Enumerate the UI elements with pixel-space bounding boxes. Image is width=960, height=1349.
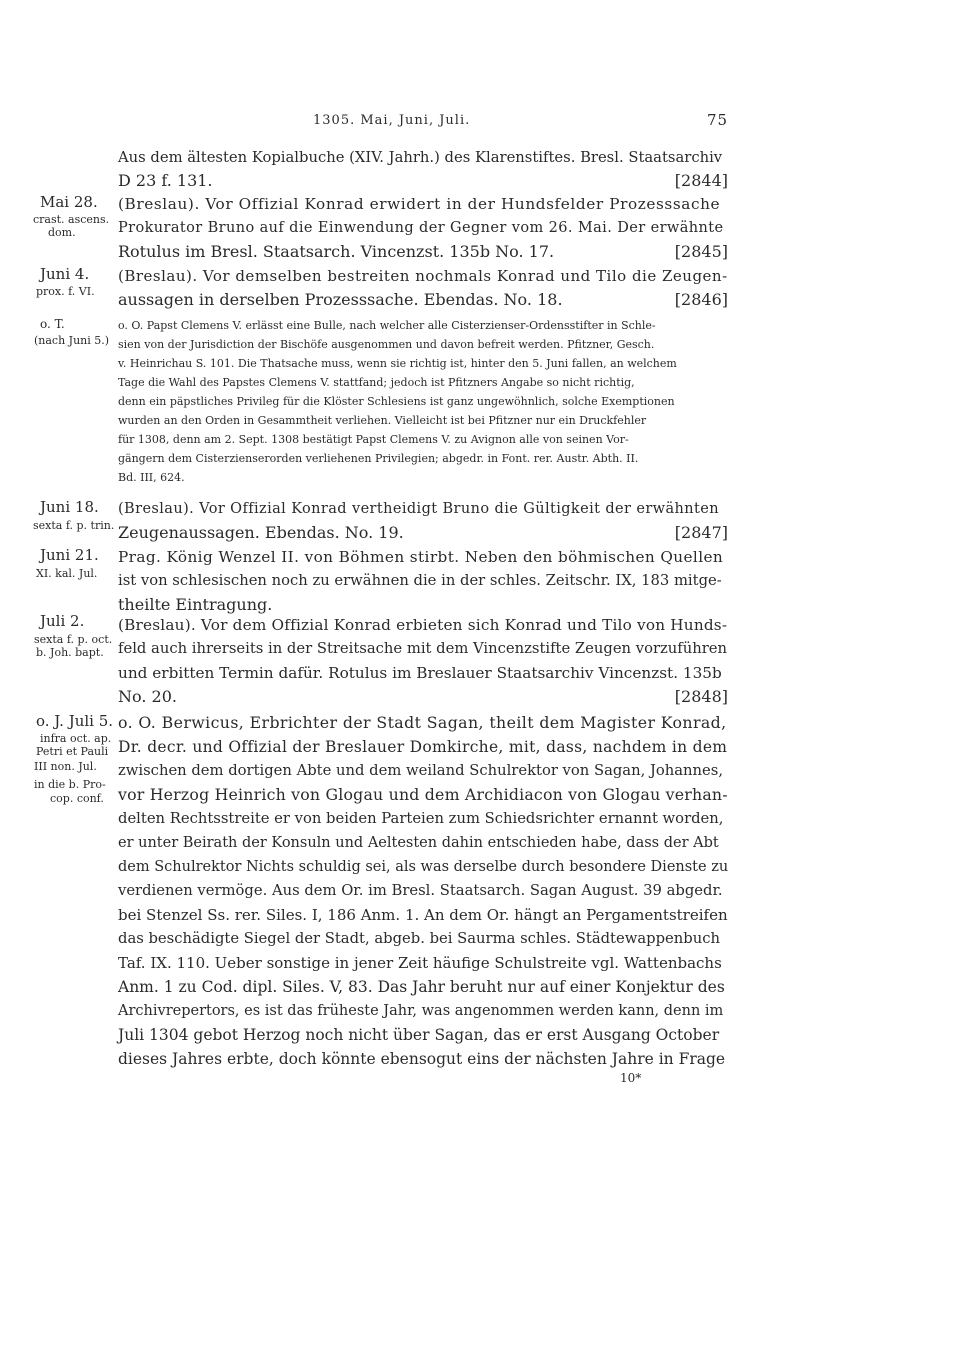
entry-number: [2846] (674, 290, 728, 309)
page-number: 75 (707, 111, 729, 129)
entry-number: [2845] (674, 242, 728, 261)
margin-date-note: b. Joh. bapt. (36, 646, 104, 659)
text-line: (Breslau). Vor demselben bestreiten nochmals Konrad und Tilo die Zeugen- (118, 267, 728, 285)
text-line: vor Herzog Heinrich von Glogau und dem Archidiacon von Glogau verhan- (118, 785, 728, 804)
margin-date-note: cop. conf. (50, 792, 104, 805)
note-line: Bd. III, 624. (118, 471, 185, 484)
note-line: gängern dem Cisterzienserorden verliehenen Privilegien; abgedr. in Font. rer. Austr. Abth. II. (118, 452, 639, 465)
note-line: v. Heinrichau S. 101. Die Thatsache muss, wenn sie richtig ist, hinter den 5. Juni fallen, an welchem (118, 357, 677, 370)
text-line: aussagen in derselben Prozesssache. Ebendas. No. 18. (118, 290, 563, 309)
margin-date-note: dom. (48, 226, 76, 239)
text-line: o. O. Berwicus, Erbrichter der Stadt Sagan, theilt dem Magister Konrad, (118, 713, 727, 732)
text-line: verdienen vermöge. Aus dem Or. im Bresl. Staatsarch. Sagan August. 39 abgedr. (118, 882, 723, 899)
text-line: feld auch ihrerseits in der Streitsache mit dem Vincenzstifte Zeugen vorzuführen (118, 640, 728, 657)
margin-date-note: III non. Jul. (34, 760, 97, 773)
text-line: Rotulus im Bresl. Staatsarch. Vincenzst. 135b No. 17. (118, 242, 555, 261)
text-line: theilte Eintragung. (118, 595, 273, 614)
running-title: 1305. Mai, Juni, Juli. (313, 113, 471, 128)
text-line: und erbitten Termin dafür. Rotulus im Breslauer Staatsarchiv Vincenzst. 135b (118, 664, 722, 682)
text-line: Taf. IX. 110. Ueber sonstige in jener Zeit häufige Schulstreite vgl. Wattenbachs (118, 954, 722, 972)
text-line: bei Stenzel Ss. rer. Siles. I, 186 Anm. 1. An dem Or. hängt an Pergamentstreifen (118, 906, 728, 924)
text-line: Prokurator Bruno auf die Einwendung der Gegner vom 26. Mai. Der erwähnte (118, 220, 724, 236)
margin-date: o. T. (40, 317, 65, 331)
margin-date-note: prox. f. VI. (36, 285, 95, 298)
margin-date-note: crast. ascens. (33, 213, 110, 226)
margin-date: Juli 2. (40, 612, 85, 630)
margin-date: Juni 18. (40, 498, 99, 516)
note-line: wurden an den Orden in Gesammtheit verliehen. Vielleicht ist bei Pfitzner nur ein Druckfehler (118, 414, 647, 427)
text-line: Juli 1304 gebot Herzog noch nicht über Sagan, das er erst Ausgang October (118, 1026, 720, 1044)
entry-number: [2844] (674, 171, 728, 190)
text-line: (Breslau). Vor Offizial Konrad erwidert in der Hundsfelder Prozesssache (118, 195, 721, 213)
text-line: dieses Jahres erbte, doch könnte ebensogut eins der nächsten Jahre in Frage (118, 1050, 726, 1068)
text-line: dem Schulrektor Nichts schuldig sei, als was derselbe durch besondere Dienste zu (118, 859, 729, 875)
note-line: denn ein päpstliches Privileg für die Klöster Schlesiens ist ganz ungewöhnlich, solche Exemptionen (118, 395, 675, 408)
text-line: Archivrepertors, es ist das früheste Jahr, was angenommen werden kann, denn im (118, 1003, 724, 1019)
text-line: (Breslau). Vor Offizial Konrad vertheidigt Bruno die Gültigkeit der erwähnten (118, 501, 719, 517)
note-line: sien von der Jurisdiction der Bischöfe ausgenommen und davon befreit werden. Pfitzner, Gesch. (118, 338, 655, 351)
margin-date-note: XI. kal. Jul. (36, 567, 98, 580)
margin-date: Juni 4. (40, 265, 90, 283)
text-line: delten Rechtsstreite er von beiden Parteien zum Schiedsrichter ernannt worden, (118, 810, 724, 827)
note-line: für 1308, denn am 2. Sept. 1308 bestätigt Papst Clemens V. zu Avignon alle von seinen Vor- (118, 433, 629, 446)
text-line: Aus dem ältesten Kopialbuche (XIV. Jahrh.) des Klarenstiftes. Bresl. Staatsarchiv (118, 149, 723, 166)
text-line: ist von schlesischen noch zu erwähnen die in der schles. Zeitschr. IX, 183 mitge- (118, 572, 722, 589)
entry-number: [2848] (674, 687, 728, 706)
text-line: Zeugenaussagen. Ebendas. No. 19. (118, 523, 404, 542)
text-line: No. 20. (118, 687, 177, 706)
margin-date: Mai 28. (40, 193, 98, 211)
note-line: Tage die Wahl des Papstes Clemens V. stattfand; jedoch ist Pfitzners Angabe so nicht richtig, (118, 376, 635, 389)
text-line: Dr. decr. und Offizial der Breslauer Domkirche, mit, dass, nachdem in dem (118, 738, 728, 756)
margin-date-note: sexta f. p. oct. (34, 633, 113, 646)
margin-date-note: infra oct. ap. (40, 732, 112, 745)
margin-date-note: sexta f. p. trin. (33, 519, 115, 532)
margin-date-note: in die b. Pro- (34, 778, 106, 791)
text-line: Anm. 1 zu Cod. dipl. Siles. V, 83. Das Jahr beruht nur auf einer Konjektur des (118, 978, 725, 996)
text-line: zwischen dem dortigen Abte und dem weiland Schulrektor von Sagan, Johannes, (118, 762, 724, 779)
margin-date: o. J. Juli 5. (36, 712, 114, 730)
note-line: o. O. Papst Clemens V. erlässt eine Bulle, nach welcher alle Cisterzienser-Ordensstifter in Schle- (118, 319, 656, 332)
text-line: D 23 f. 131. (118, 171, 213, 190)
margin-date-note: (nach Juni 5.) (34, 334, 110, 347)
text-line: er unter Beirath der Konsuln und Aeltesten dahin entschieden habe, dass der Abt (118, 835, 719, 851)
signature-mark: 10* (620, 1071, 642, 1085)
entry-number: [2847] (674, 523, 728, 542)
text-line: Prag. König Wenzel II. von Böhmen stirbt. Neben den böhmischen Quellen (118, 548, 724, 566)
margin-date-note: Petri et Pauli (36, 745, 109, 758)
text-line: das beschädigte Siegel der Stadt, abgeb. bei Saurma schles. Städtewappenbuch (118, 930, 720, 947)
margin-date: Juni 21. (40, 546, 99, 564)
text-line: (Breslau). Vor dem Offizial Konrad erbieten sich Konrad und Tilo von Hunds- (118, 616, 728, 634)
